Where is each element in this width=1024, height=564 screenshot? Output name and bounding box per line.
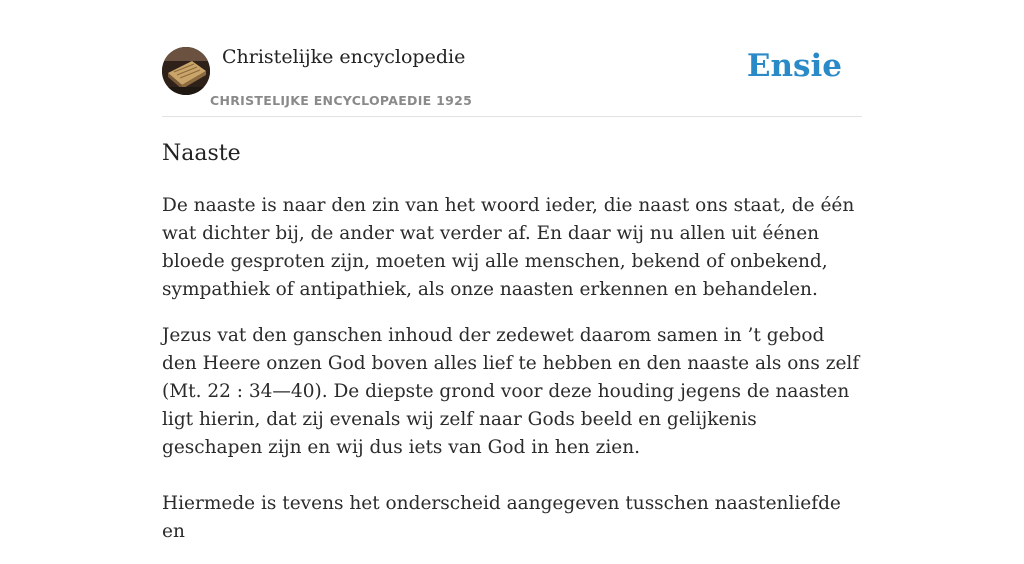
page-container <box>162 0 862 542</box>
article-body <box>162 192 862 564</box>
book-image-icon <box>162 47 210 95</box>
article-paragraph: Hiermede is tevens het onderscheid aangegeven tusschen naastenliefde en <box>162 493 841 542</box>
site-title[interactable]: Christelijke encyclopedie <box>222 46 466 68</box>
page-title: Naaste <box>162 141 241 166</box>
site-header <box>162 0 862 117</box>
site-subtitle: CHRISTELIJKE ENCYCLOPAEDIE 1925 <box>210 93 473 108</box>
article-paragraph: De naaste is naar den zin van het woord ieder, die naast ons staat, de één wat dichter bij, de ander wat verder af. En daar wij nu allen uit éénen bloede gesproten zijn, moeten wij alle menschen, bekend of onbekend, sympathiek of antipathiek, als onze naasten erkennen en behandelen. <box>162 195 855 300</box>
brand-logo[interactable]: Ensie <box>746 48 842 84</box>
article-paragraph: Jezus vat den ganschen inhoud der zedewet daarom samen in ’t gebod den Heere onzen God boven alles lief te hebben en den naaste als ons zelf (Mt. 22 : 34—40). De diepste grond voor deze houding jegens de naasten ligt hierin, dat zij evenals wij zelf naar Gods beeld en gelijkenis geschapen zijn en wij dus iets van God in hen zien. <box>162 325 860 458</box>
encyclopedia-avatar[interactable] <box>162 47 210 95</box>
